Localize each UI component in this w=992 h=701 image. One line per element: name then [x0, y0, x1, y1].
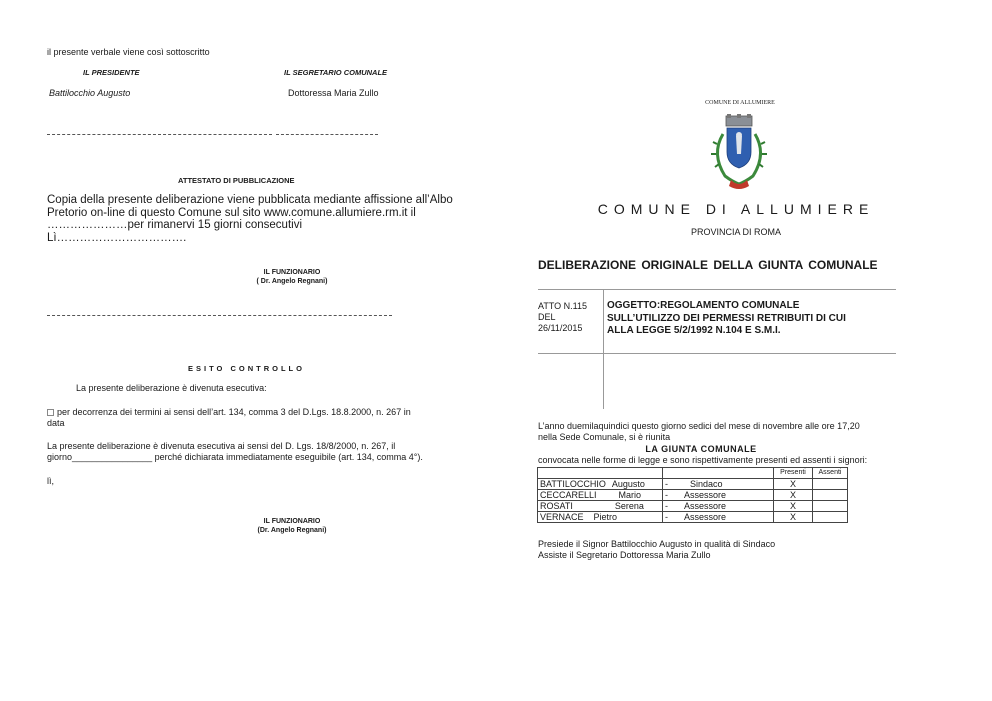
presidente-label: IL PRESIDENTE — [83, 68, 140, 77]
logo-caption: COMUNE DI ALLUMIERE — [705, 100, 775, 106]
funzionario-label: IL FUNZIONARIO — [263, 269, 321, 276]
atto-number — [538, 301, 587, 334]
attestato-body — [47, 194, 453, 244]
funzionario2-block — [214, 517, 370, 535]
segretario-name: Dottoressa Maria Zullo — [288, 88, 379, 98]
atto-line: ATTO N.115 — [538, 301, 588, 311]
assiste-text: Assiste il Segretario Dottoressa Maria Zullo — [538, 550, 711, 560]
presente-cell: X — [774, 479, 813, 490]
decorrenza-text: data — [47, 418, 65, 428]
signature-line-segretario — [276, 134, 378, 135]
funzionario-block — [214, 268, 370, 286]
member-role: Sindaco — [690, 479, 723, 489]
member-cell — [538, 490, 663, 501]
provincia-text: PROVINCIA DI ROMA — [690, 227, 781, 237]
anno-line: nella Sede Comunale, si è riunita — [538, 432, 671, 442]
role-dash: - — [665, 501, 668, 511]
convocata-text: convocata nelle forme di legge e sono rispettivamente presenti ed assenti i signori: — [538, 455, 868, 465]
attestato-line: Copia della presente deliberazione viene pubblicata mediante affissione all’Albo — [47, 194, 453, 206]
header-cell — [663, 468, 774, 479]
li-text: lì, — [47, 476, 55, 486]
comune-title: COMUNE DI ALLUMIERE — [597, 201, 875, 217]
attestato-line: Pretorio on-line di questo Comune sul sito www.comune.allumiere.rm.it il — [47, 206, 416, 219]
table-row — [538, 479, 848, 490]
oggetto-line: OGGETTO:REGOLAMENTO COMUNALE — [607, 300, 800, 311]
member-name: Serena — [614, 501, 644, 511]
member-surname: ROSATI — [540, 501, 573, 511]
attendance-table — [537, 467, 848, 523]
presente-cell: X — [774, 501, 813, 512]
giunta-title: LA GIUNTA COMUNALE — [645, 444, 757, 454]
member-role: Assessore — [684, 501, 727, 511]
presente-cell: X — [774, 490, 813, 501]
esito-title: ESITO CONTROLLO — [188, 364, 305, 373]
funzionario-label: IL FUNZIONARIO — [263, 518, 321, 525]
header-cell — [538, 468, 663, 479]
member-surname: CECCARELLI — [540, 490, 597, 500]
table-row — [538, 501, 848, 512]
signature-line-presidente — [47, 134, 272, 135]
header-presenti: Presenti — [774, 468, 813, 479]
member-cell — [538, 512, 663, 523]
funzionario-name: (Dr. Angelo Regnani) — [257, 527, 327, 534]
coat-of-arms-icon — [703, 114, 775, 194]
role-dash: - — [665, 479, 668, 489]
member-role: Assessore — [684, 512, 727, 522]
assente-cell — [813, 501, 848, 512]
attestato-line: …………………per rimanervi 15 giorni consecutivi — [47, 219, 302, 231]
delibera-title: DELIBERAZIONE ORIGINALE DELLA GIUNTA COMUNALE — [538, 258, 878, 272]
presiede-text: Presiede il Signor Battilocchio Augusto in qualità di Sindaco — [538, 539, 776, 549]
header-assenti: Assenti — [813, 468, 848, 479]
esecutiva-text: giorno________________ perché dichiarata immediatamente eseguibile (art. 134, comma 4°). — [47, 452, 423, 462]
role-cell — [663, 479, 774, 490]
member-name: Pietro — [593, 512, 618, 522]
oggetto-line: SULL’UTILIZZO DEI PERMESSI RETRIBUITI DI CUI — [607, 312, 846, 324]
esito-line: La presente deliberazione è divenuta esecutiva: — [76, 383, 267, 393]
role-dash: - — [665, 490, 668, 500]
atto-line: DEL — [538, 312, 556, 322]
oggetto-block — [607, 300, 846, 338]
atto-divider — [603, 289, 604, 409]
table-row — [538, 512, 848, 523]
member-surname: VERNACE — [540, 512, 584, 522]
member-name: Augusto — [611, 479, 645, 489]
decorrenza-block — [47, 407, 411, 429]
presente-cell: X — [774, 512, 813, 523]
assente-cell — [813, 490, 848, 501]
member-cell — [538, 501, 663, 512]
presidente-name: Battilocchio Augusto — [49, 88, 131, 98]
presiede-block — [538, 539, 775, 561]
role-cell — [663, 512, 774, 523]
esecutiva-text: La presente deliberazione è divenuta esecutiva ai sensi del D. Lgs. 18/8/2000, n. 267, il — [47, 441, 396, 451]
divider-line — [47, 315, 392, 316]
member-surname: BATTILOCCHIO — [540, 479, 606, 489]
role-cell — [663, 490, 774, 501]
intro-text: il presente verbale viene così sottoscritto — [47, 47, 210, 57]
table-header-row — [538, 468, 848, 479]
atto-line: 26/11/2015 — [538, 323, 583, 333]
funzionario-name: ( Dr. Angelo Regnani) — [256, 278, 328, 285]
member-name: Mario — [618, 490, 642, 500]
assente-cell — [813, 512, 848, 523]
role-dash: - — [665, 512, 668, 522]
member-role: Assessore — [684, 490, 727, 500]
attestato-title: ATTESTATO DI PUBBLICAZIONE — [178, 176, 295, 185]
segretario-label: IL SEGRETARIO COMUNALE — [284, 68, 388, 77]
anno-block — [538, 421, 860, 443]
decorrenza-text: per decorrenza dei termini ai sensi dell’art. 134, comma 3 del D.Lgs. 18.8.2000, n. 267 in — [57, 407, 411, 417]
member-cell — [538, 479, 663, 490]
role-cell — [663, 501, 774, 512]
attestato-line: Lì……………………………. — [47, 231, 187, 244]
esecutiva-block — [47, 441, 442, 463]
atto-top-border — [538, 289, 896, 290]
atto-mid-border — [538, 353, 896, 354]
oggetto-line: ALLA LEGGE 5/2/1992 N.104 E S.M.I. — [607, 325, 781, 336]
assente-cell — [813, 479, 848, 490]
anno-line: L’anno duemilaquindici questo giorno sedici del mese di novembre alle ore 17,20 — [538, 421, 860, 431]
checkbox-icon — [47, 409, 54, 416]
table-row — [538, 490, 848, 501]
